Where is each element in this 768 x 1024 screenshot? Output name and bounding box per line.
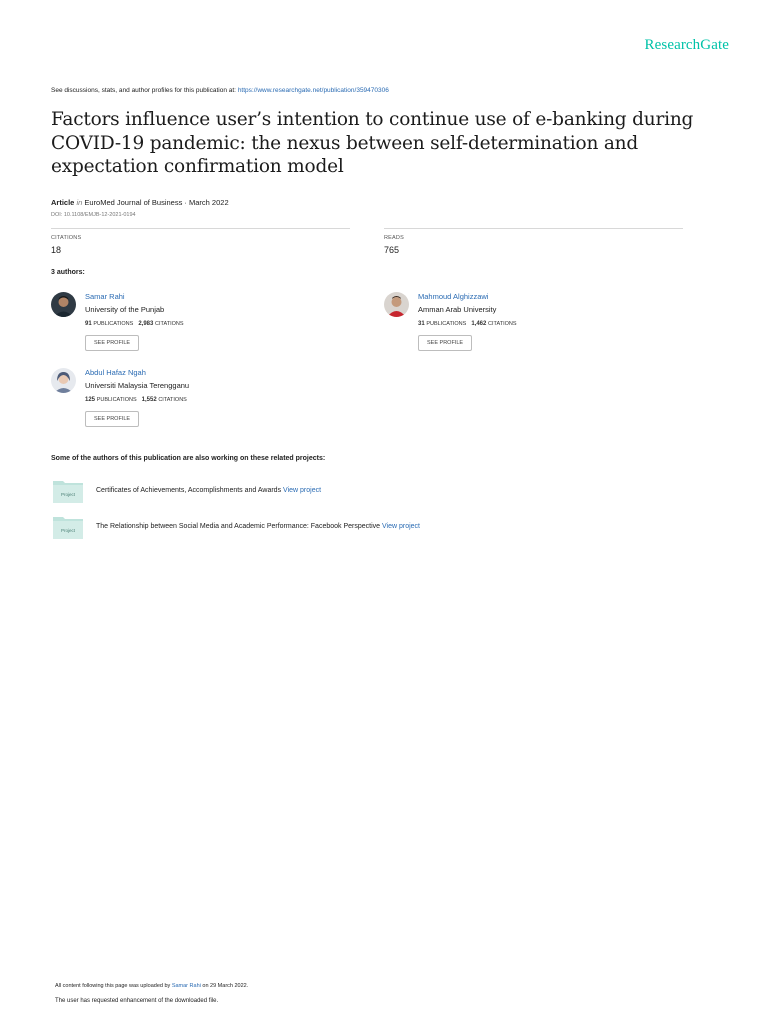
article-title: Factors influence user’s intention to continue use of e-banking during COVID-19 pandemic: the nexus between self-determination and expectation confirmation model	[51, 109, 694, 177]
publication-link-line	[51, 87, 389, 94]
author-name-link[interactable]: Samar Rahi	[85, 292, 125, 301]
publication-url-link[interactable]: https://www.researchgate.net/publication/359470306	[237, 87, 389, 94]
project-item	[51, 479, 651, 503]
project-folder-icon	[53, 515, 83, 539]
author-name-link[interactable]: Mahmoud Alghizzawi	[418, 292, 489, 301]
author-citations-label: CITATIONS	[155, 321, 184, 327]
author-citations-count: 2,983	[138, 321, 154, 327]
citations-stat	[51, 228, 350, 255]
author-citations-label: CITATIONS	[488, 321, 517, 327]
reads-value: 765	[384, 245, 400, 255]
see-profile-button[interactable]: SEE PROFILE	[418, 335, 472, 351]
view-project-link[interactable]: View project	[382, 523, 421, 530]
publications-count: 91	[85, 321, 92, 327]
see-profile-button[interactable]: SEE PROFILE	[85, 411, 139, 427]
article-type: Article	[51, 198, 75, 207]
publications-label: PUBLICATIONS	[93, 321, 134, 327]
author-counts	[85, 396, 189, 404]
authors-heading: 3 authors:	[51, 269, 85, 276]
project-item	[51, 515, 651, 539]
citations-label: CITATIONS	[51, 235, 82, 241]
project-title-line	[96, 487, 321, 494]
upload-suffix: on 29 March 2022.	[202, 983, 249, 989]
publications-label: PUBLICATIONS	[426, 321, 467, 327]
see-discussions-text: See discussions, stats, and author profiles for this publication at:	[51, 87, 236, 94]
in-label: in	[76, 198, 83, 207]
author-name-link[interactable]: Abdul Hafaz Ngah	[85, 368, 146, 377]
publications-count: 125	[85, 397, 96, 403]
researchgate-logo[interactable]: ResearchGate	[644, 37, 729, 53]
author-counts	[85, 320, 184, 328]
author-citations-label: CITATIONS	[158, 397, 187, 403]
upload-prefix: All content following this page was uploaded by	[55, 983, 171, 989]
see-profile-button[interactable]: SEE PROFILE	[85, 335, 139, 351]
citations-value: 18	[51, 245, 62, 255]
project-folder-icon	[53, 479, 83, 503]
project-title-line	[96, 523, 420, 530]
avatar[interactable]	[51, 292, 76, 317]
author-institution: Universiti Malaysia Terengganu	[85, 381, 190, 390]
upload-info	[55, 983, 248, 989]
project-title: Certificates of Achievements, Accomplishments and Awards	[96, 487, 282, 494]
enhancement-note: The user has requested enhancement of the downloaded file.	[55, 998, 219, 1004]
reads-stat	[384, 228, 683, 255]
publications-count: 31	[418, 321, 425, 327]
publications-label: PUBLICATIONS	[96, 397, 137, 403]
article-meta	[51, 198, 229, 207]
project-title: The Relationship between Social Media and Academic Performance: Facebook Perspective	[96, 523, 381, 530]
project-icon-label: Project	[60, 528, 76, 533]
view-project-link[interactable]: View project	[283, 487, 322, 494]
uploader-link[interactable]: Samar Rahi	[171, 983, 201, 989]
avatar[interactable]	[384, 292, 409, 317]
author-institution: University of the Punjab	[85, 305, 165, 314]
author-counts	[418, 320, 517, 328]
doi: DOI: 10.1108/EMJB-12-2021-0194	[51, 212, 136, 218]
author-citations-count: 1,462	[471, 321, 487, 327]
author-citations-count: 1,552	[141, 397, 157, 403]
avatar[interactable]	[51, 368, 76, 393]
related-projects-heading: Some of the authors of this publication are also working on these related projects:	[51, 455, 326, 462]
author-institution: Amman Arab University	[418, 305, 497, 314]
journal-info: EuroMed Journal of Business · March 2022	[84, 198, 229, 207]
project-icon-label: Project	[60, 492, 76, 497]
reads-label: READS	[384, 235, 404, 241]
